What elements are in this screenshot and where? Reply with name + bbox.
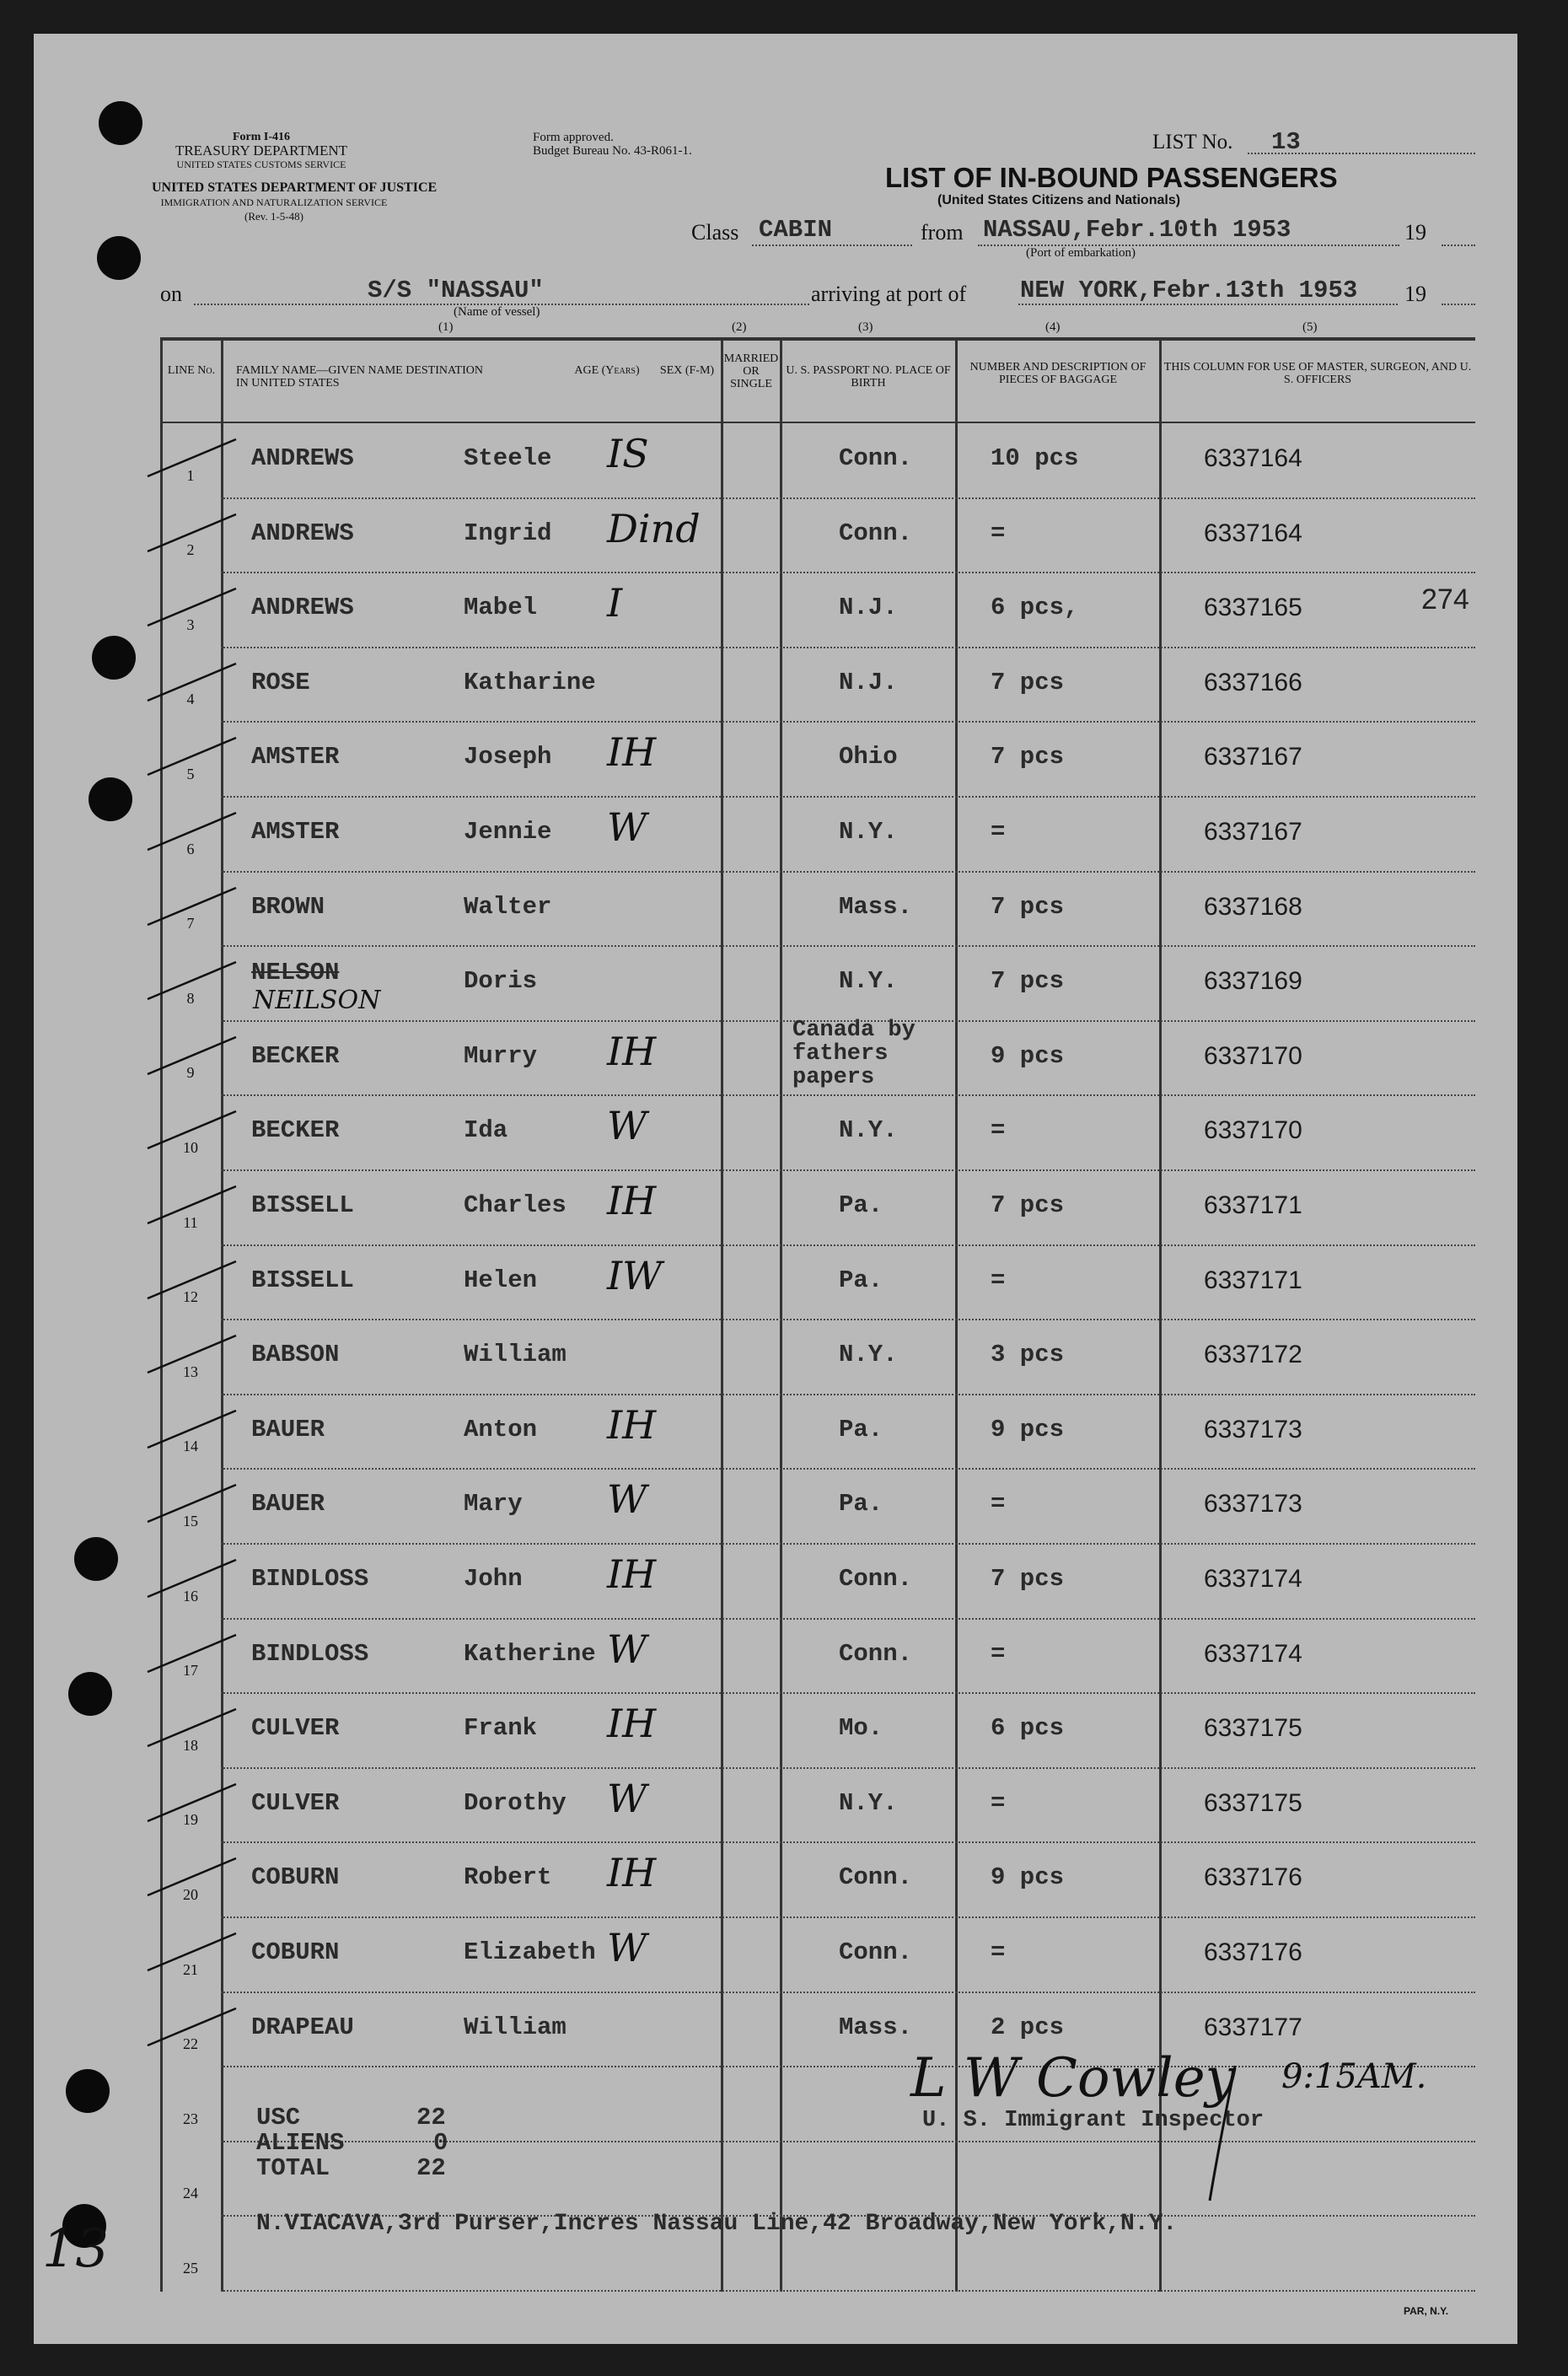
line-number: 15 [183,1513,198,1529]
arrival-value: NEW YORK,Febr.13th 1953 [1020,277,1358,304]
place-of-birth: Mass. [839,892,913,921]
check-mark-icon [143,2002,244,2052]
row-divider [221,796,1475,798]
baggage: = [991,1639,1006,1668]
given-name: Steele [464,444,552,472]
baggage: 9 pcs [991,1863,1065,1892]
punch-hole [66,2069,110,2113]
place-of-birth: N.Y. [839,818,898,846]
baggage: 3 pcs [991,1341,1065,1369]
officer-number: 6337164 [1204,519,1302,547]
handwritten-mark: W [607,1476,647,1523]
line-number: 14 [183,1438,198,1455]
page-subtitle: (United States Citizens and Nationals) [937,193,1181,207]
form-approved: Form approved. [533,131,614,144]
check-mark-icon [143,1329,244,1379]
place-of-birth: Conn. [839,444,913,472]
check-mark-icon [143,433,244,483]
place-of-birth: Conn. [839,519,913,547]
punch-hole [74,1537,118,1581]
colnum-5: (5) [1302,320,1318,334]
officer-number: 6337174 [1204,1565,1302,1593]
on-label: on [160,282,182,306]
place-of-birth: N.J. [839,668,898,696]
officer-number: 6337173 [1204,1415,1302,1443]
family-name: DRAPEAU [251,2013,354,2041]
baggage: 7 pcs [991,743,1065,771]
check-mark-icon [143,1180,244,1230]
officer-number: 6337175 [1204,1714,1302,1743]
line-number: 12 [183,1288,198,1306]
handwritten-mark: IH [607,1701,657,1747]
line-number: 18 [183,1736,198,1754]
line-number: 10 [183,1139,198,1156]
handwritten-mark: Dind [607,505,701,551]
baggage: 6 pcs, [991,594,1079,622]
col-age: AGE (Years) [574,364,640,377]
given-name: Doris [464,967,538,996]
line-number: 1 [186,466,195,484]
family-name: BROWN [251,892,325,921]
check-mark-icon [143,1927,244,1977]
page-handwritten-number: 13 [42,2217,109,2279]
given-name: Joseph [464,743,552,771]
officer-number: 6337173 [1204,1490,1302,1519]
place-of-birth: N.J. [839,594,898,622]
given-name: Mary [464,1490,523,1519]
family-name: BAUER [251,1415,325,1443]
family-name: ANDREWS [251,519,354,547]
line-number: 22 [183,2035,198,2053]
family-name: BECKER [251,1116,340,1145]
check-mark-icon [143,1702,244,1753]
given-name: William [464,2013,567,2041]
baggage: = [991,1490,1006,1519]
row-divider [221,871,1475,873]
place-of-birth: Ohio [839,743,898,771]
baggage: = [991,1266,1006,1294]
officer-number: 6337177 [1204,2013,1302,2041]
signature-stroke [1184,2057,1252,2209]
line-number: 24 [183,2185,198,2202]
officer-number: 6337164 [1204,444,1302,472]
baggage: 9 pcs [991,1041,1065,1070]
line-number: 21 [183,1960,198,1978]
baggage: = [991,1788,1006,1817]
given-name: Mabel [464,594,538,622]
col-married: MARRIED OR SINGLE [723,352,779,390]
family-name: AMSTER [251,818,340,846]
totals-usc-value: 22 [416,2104,446,2131]
family-name: BISSELL [251,1266,354,1294]
baggage: = [991,1938,1006,1966]
officer-number: 6337169 [1204,967,1302,996]
handwritten-mark: W [607,804,647,850]
list-no-label: LIST No. [1152,131,1233,153]
row-divider [221,1244,1475,1246]
row-divider [221,721,1475,723]
totals-aliens-value: 0 [433,2129,448,2157]
officer-number: 6337165 [1204,594,1302,622]
place-of-birth: Pa. [839,1191,883,1219]
row-divider [221,2290,1475,2292]
place-of-birth: N.Y. [839,1788,898,1817]
given-name: Ingrid [464,519,552,547]
check-mark-icon [143,1478,244,1529]
row-divider [221,2141,1475,2142]
officer-number: 6337167 [1204,743,1302,771]
baggage: 10 pcs [991,444,1079,472]
justice-department: UNITED STATES DEPARTMENT OF JUSTICE [152,180,438,195]
class-label: Class [691,220,739,245]
given-name: John [464,1565,523,1593]
name-correction: NEILSON [253,986,381,1016]
family-name: NELSON [251,959,340,987]
totals-total-value: 22 [416,2154,446,2182]
row-divider [221,1543,1475,1545]
row-divider [221,945,1475,947]
baggage: 7 pcs [991,967,1065,996]
revision: (Rev. 1-5-48) [244,210,303,223]
place-of-birth: Conn. [839,1863,913,1892]
check-mark-icon [143,806,244,857]
handwritten-mark: W [607,1925,647,1970]
line-number: 2 [186,541,195,559]
officer-number: 6337168 [1204,892,1302,921]
family-name: BAUER [251,1490,325,1519]
from-label: from [921,220,964,245]
col-baggage: NUMBER AND DESCRIPTION OF PIECES OF BAGGAGE [969,361,1146,386]
year-suffix-2: 19 [1404,282,1426,306]
check-mark-icon [143,955,244,1006]
purser-line: N.VIACAVA,3rd Purser,Incres Nassau Line,42 Broadway,New York,N.Y. [256,2211,1178,2237]
punch-hole [97,236,141,280]
place-of-birth: Pa. [839,1415,883,1443]
handwritten-mark: IH [607,729,657,776]
place-of-birth: Canada by fathers papers [792,1017,916,1090]
row-divider [221,1692,1475,1694]
handwritten-mark: IW [607,1252,663,1298]
row-divider [221,1618,1475,1620]
family-name: BISSELL [251,1191,354,1219]
check-mark-icon [143,1404,244,1454]
line-number: 25 [183,2260,198,2277]
family-name: ANDREWS [251,444,354,472]
row-divider [221,497,1475,499]
row-divider [221,1094,1475,1096]
family-name: CULVER [251,1788,340,1817]
colnum-3: (3) [858,320,873,334]
line-number: 5 [186,766,195,782]
check-mark-icon [143,1030,244,1081]
given-name: Katherine [464,1639,596,1668]
place-of-birth: Conn. [839,1938,913,1966]
check-mark-icon [143,508,244,558]
baggage: 7 pcs [991,1565,1065,1593]
inspection-time: 9:15AM. [1281,2057,1427,2096]
place-of-birth: Mass. [839,2013,913,2041]
baggage: 9 pcs [991,1415,1065,1443]
baggage: = [991,519,1006,547]
check-mark-icon [143,1777,244,1828]
family-name: COBURN [251,1863,340,1892]
given-name: Helen [464,1266,538,1294]
punch-hole [92,636,136,680]
line-number: 3 [186,616,195,633]
col-passport: U. S. PASSPORT NO. PLACE OF BIRTH [786,364,951,390]
col-sex: SEX (F-M) [659,364,715,377]
family-name: BECKER [251,1041,340,1070]
place-of-birth: N.Y. [839,967,898,996]
handwritten-mark: IH [607,1401,657,1448]
family-name: CULVER [251,1714,340,1743]
given-name: Murry [464,1041,538,1070]
row-divider [221,1169,1475,1171]
inspector-title: U. S. Immigrant Inspector [922,2108,1265,2133]
colnum-2: (2) [732,320,747,334]
budget-bureau: Budget Bureau No. 43-R061-1. [533,144,692,158]
family-name: BINDLOSS [251,1639,369,1668]
given-name: Katharine [464,668,596,696]
row-divider [221,1916,1475,1918]
vessel-caption: (Name of vessel) [454,305,540,319]
given-name: William [464,1341,567,1369]
officer-number: 6337176 [1204,1938,1302,1966]
officer-number: 6337166 [1204,668,1302,696]
place-of-birth: N.Y. [839,1341,898,1369]
check-mark-icon [143,1255,244,1305]
place-of-birth: Pa. [839,1490,883,1519]
baggage: 7 pcs [991,668,1065,696]
officer-number: 6337174 [1204,1639,1302,1668]
given-name: Walter [464,892,552,921]
line-number: 8 [186,989,195,1007]
family-name: BINDLOSS [251,1565,369,1593]
officer-number: 6337170 [1204,1116,1302,1145]
row-divider [221,1767,1475,1769]
row-divider [221,1992,1475,1993]
line-number: 20 [183,1886,198,1903]
officer-number: 6337170 [1204,1041,1302,1070]
baggage: 7 pcs [991,892,1065,921]
handwritten-mark: IH [607,1028,657,1074]
check-mark-icon [143,731,244,782]
place-of-birth: Conn. [839,1639,913,1668]
family-name: AMSTER [251,743,340,771]
given-name: Elizabeth [464,1938,596,1966]
punch-hole [89,777,132,821]
row-divider [221,1841,1475,1843]
officer-number: 6337176 [1204,1863,1302,1892]
check-mark-icon [143,881,244,932]
form-number: Form I-416 [232,131,291,143]
line-number: 7 [186,915,195,933]
handwritten-mark: W [607,1626,647,1672]
officer-number: 6337175 [1204,1788,1302,1817]
family-name: BABSON [251,1341,340,1369]
officer-number: 6337167 [1204,818,1302,846]
line-number: 6 [186,840,195,857]
punch-hole [99,101,142,145]
handwritten-mark: I [607,580,623,626]
baggage: = [991,1116,1006,1145]
baggage: 7 pcs [991,1191,1065,1219]
ins-service: IMMIGRATION AND NATURALIZATION SERVICE [160,196,388,208]
customs-service: UNITED STATES CUSTOMS SERVICE [176,159,346,170]
department: TREASURY DEPARTMENT [175,142,348,159]
place-of-birth: Pa. [839,1266,883,1294]
given-name: Charles [464,1191,567,1219]
baggage: = [991,818,1006,846]
totals-total-label: TOTAL [256,2154,330,2182]
arriving-label: arriving at port of [811,282,967,306]
row-divider [221,1468,1475,1470]
given-name: Robert [464,1863,552,1892]
family-name: ROSE [251,668,310,696]
page-title: LIST OF IN-BOUND PASSENGERS [885,162,1338,193]
margin-number: 274 [1421,583,1469,616]
handwritten-mark: IH [607,1551,657,1597]
given-name: Jennie [464,818,552,846]
row-divider [221,647,1475,648]
printer-mark: PAR, N.Y. [1404,2305,1449,2317]
colnum-1: (1) [438,320,454,334]
inspector-signature: L W Cowley [910,2047,1236,2110]
place-of-birth: Mo. [839,1714,883,1743]
list-no-value: 13 [1271,128,1301,156]
handwritten-mark: IH [607,1178,657,1223]
line-number: 4 [186,691,195,708]
given-name: Ida [464,1116,508,1145]
year-suffix: 19 [1404,220,1426,245]
place-of-birth: N.Y. [839,1116,898,1145]
officer-number: 6337171 [1204,1191,1302,1219]
totals-aliens-label: ALIENS [256,2129,345,2157]
handwritten-mark: W [607,1103,647,1149]
place-of-birth: Conn. [839,1565,913,1593]
row-divider [221,1394,1475,1395]
line-number: 11 [183,1213,198,1231]
given-name: Anton [464,1415,538,1443]
col-family-name: FAMILY NAME—GIVEN NAME DESTINATION IN UNITED STATES [236,364,483,390]
officer-number: 6337171 [1204,1266,1302,1294]
line-number: 13 [183,1363,198,1380]
line-number: 17 [183,1662,198,1680]
port-of-embarkation-value: NASSAU,Febr.10th 1953 [983,216,1291,244]
given-name: Frank [464,1714,538,1743]
officer-number: 6337172 [1204,1341,1302,1369]
baggage: 2 pcs [991,2013,1065,2041]
baggage: 6 pcs [991,1714,1065,1743]
check-mark-icon [143,582,244,632]
row-divider [221,572,1475,573]
handwritten-mark: IS [607,431,649,476]
class-value: CABIN [759,216,833,244]
totals-usc-label: USC [256,2104,301,2131]
col-officers: THIS COLUMN FOR USE OF MASTER, SURGEON, AND U. S. OFFICERS [1163,361,1472,386]
line-number: 9 [186,1064,195,1082]
check-mark-icon [143,1553,244,1604]
col-line-no: LINE No. [167,364,216,377]
handwritten-mark: W [607,1775,647,1821]
check-mark-icon [143,1852,244,1902]
line-number: 19 [183,1811,198,1829]
check-mark-icon [143,657,244,707]
row-divider [221,1319,1475,1320]
port-of-embarkation-caption: (Port of embarkation) [1026,246,1136,260]
line-number: 16 [183,1587,198,1605]
family-name: COBURN [251,1938,340,1966]
check-mark-icon [143,1105,244,1155]
vessel-name: S/S "NASSAU" [368,277,544,304]
colnum-4: (4) [1045,320,1061,334]
line-number: 23 [183,2110,198,2127]
handwritten-mark: IH [607,1850,657,1896]
check-mark-icon [143,1628,244,1679]
given-name: Dorothy [464,1788,567,1817]
punch-hole [68,1672,112,1716]
family-name: ANDREWS [251,594,354,622]
